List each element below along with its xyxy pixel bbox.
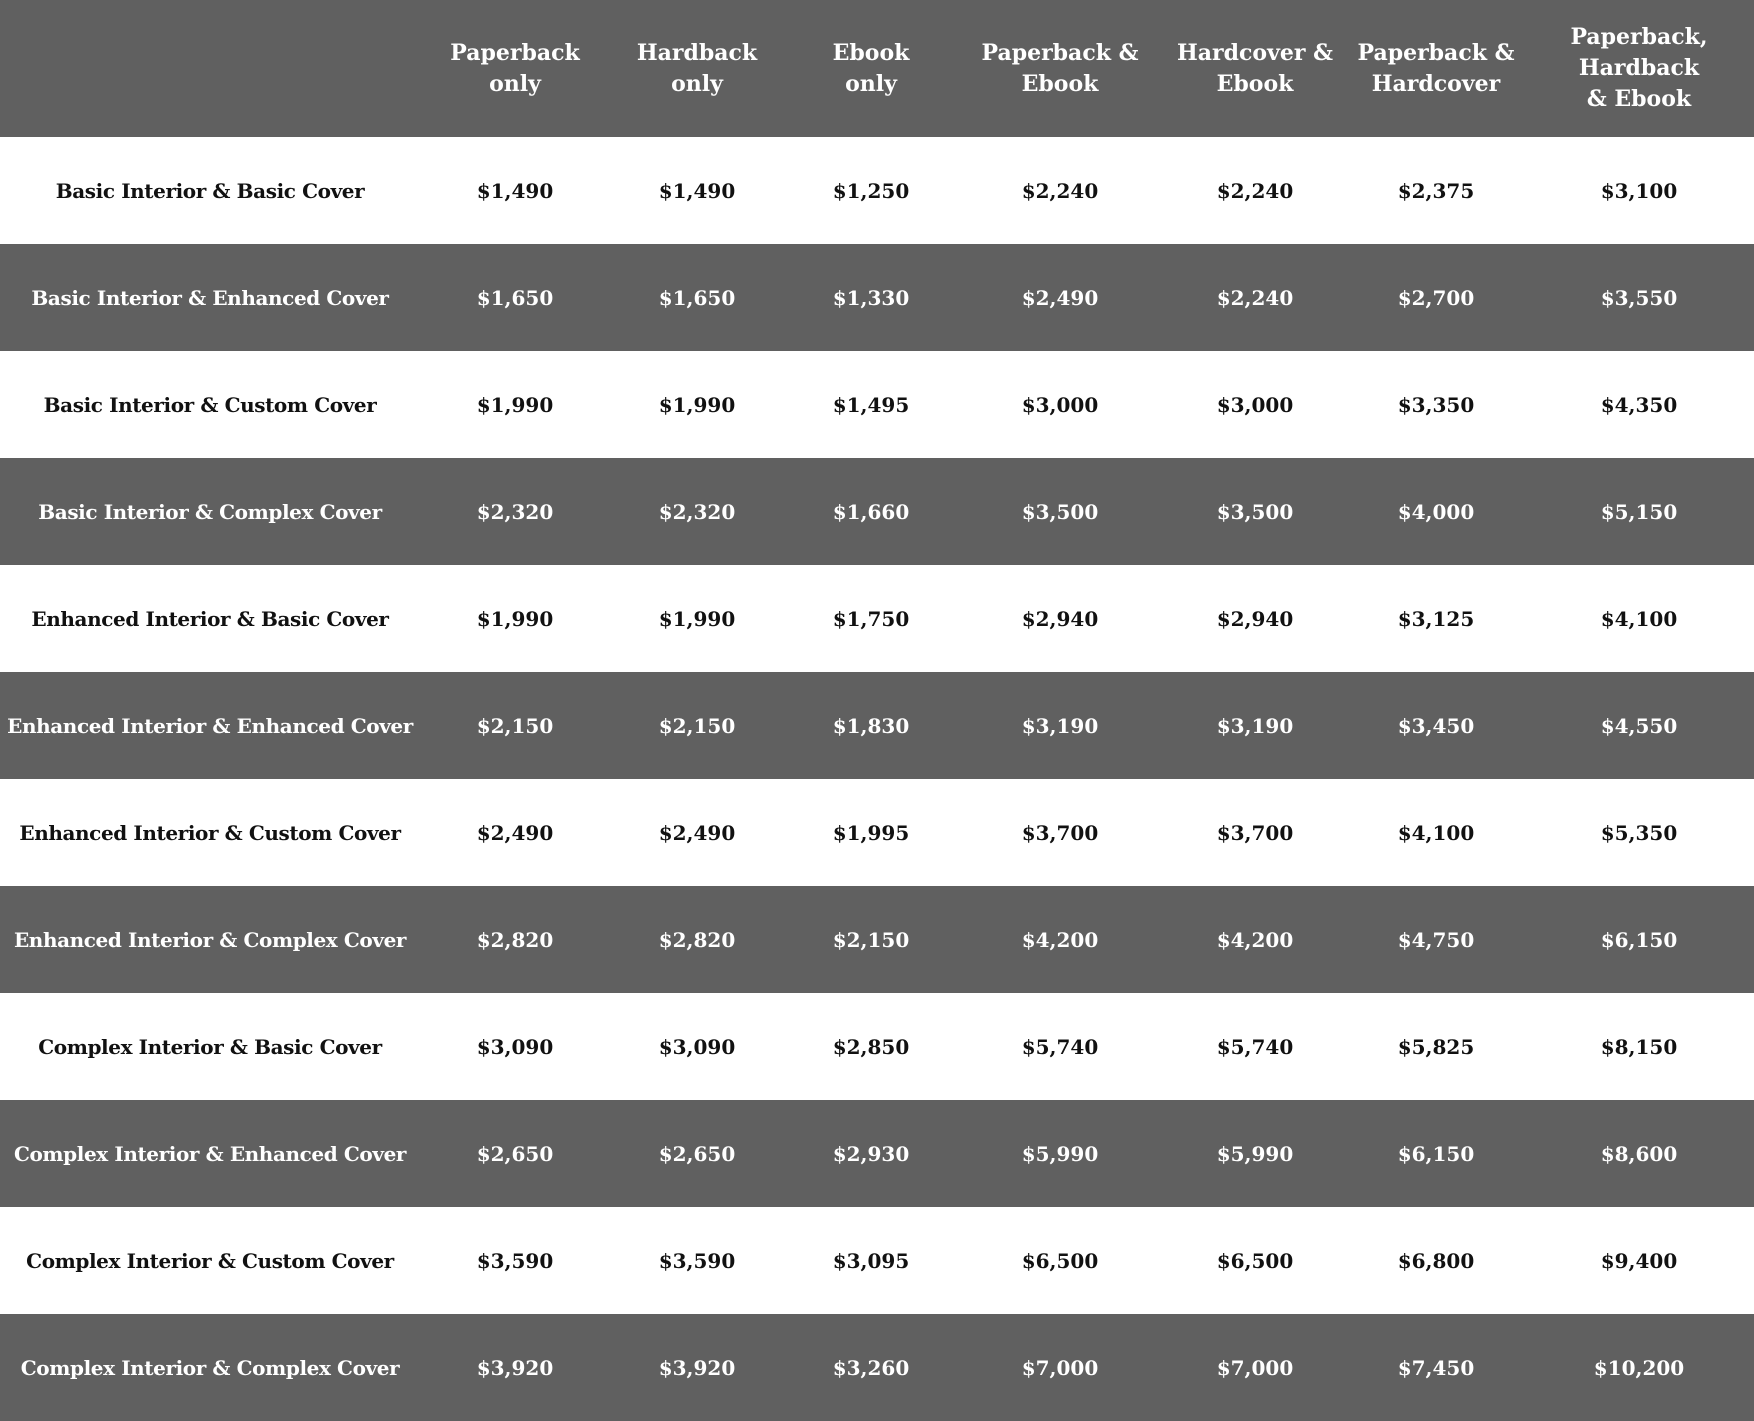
column-header-line2: only	[671, 70, 723, 97]
column-header-hardcover-and-ebook	[1162, 0, 1348, 137]
row-label-complex-interior-and-enhanced-cover: Complex Interior & Enhanced Cover	[0, 1100, 420, 1207]
column-header-line1: Paperback, Hardback	[1570, 24, 1708, 81]
price-cell: $4,100	[1524, 565, 1754, 672]
price-cell: $1,650	[420, 244, 610, 351]
price-cell: $2,490	[958, 244, 1162, 351]
price-cell: $1,990	[610, 351, 784, 458]
table-row	[0, 672, 1754, 779]
price-cell: $4,200	[958, 886, 1162, 993]
column-header-line2: & Ebook	[1586, 86, 1692, 112]
price-cell: $3,500	[1162, 458, 1348, 565]
column-header-paperback-only	[420, 0, 610, 137]
table-row	[0, 244, 1754, 351]
table-row	[0, 1100, 1754, 1207]
price-cell: $5,825	[1348, 993, 1524, 1100]
price-cell: $3,190	[1162, 672, 1348, 779]
price-cell: $6,150	[1524, 886, 1754, 993]
price-cell: $2,150	[420, 672, 610, 779]
price-cell: $3,920	[420, 1314, 610, 1421]
price-cell: $3,000	[958, 351, 1162, 458]
column-header-line2: Hardcover	[1371, 70, 1501, 97]
price-cell: $5,350	[1524, 779, 1754, 886]
price-cell: $7,450	[1348, 1314, 1524, 1421]
table-row	[0, 351, 1754, 458]
price-cell: $1,490	[610, 137, 784, 244]
column-header-line1: Paperback &	[981, 39, 1139, 66]
price-cell: $4,750	[1348, 886, 1524, 993]
price-cell: $6,500	[958, 1207, 1162, 1314]
price-cell: $3,350	[1348, 351, 1524, 458]
price-cell: $3,920	[610, 1314, 784, 1421]
row-label-basic-interior-and-enhanced-cover: Basic Interior & Enhanced Cover	[0, 244, 420, 351]
price-cell: $1,650	[610, 244, 784, 351]
price-cell: $2,850	[784, 993, 958, 1100]
price-cell: $1,995	[784, 779, 958, 886]
price-cell: $5,150	[1524, 458, 1754, 565]
price-cell: $2,650	[420, 1100, 610, 1207]
price-cell: $2,700	[1348, 244, 1524, 351]
column-header-line1: Hardcover &	[1177, 39, 1333, 66]
price-cell: $2,320	[420, 458, 610, 565]
price-cell: $2,150	[610, 672, 784, 779]
price-cell: $3,190	[958, 672, 1162, 779]
price-cell: $1,830	[784, 672, 958, 779]
table-row	[0, 458, 1754, 565]
table-row	[0, 1207, 1754, 1314]
price-cell: $2,650	[610, 1100, 784, 1207]
row-label-enhanced-interior-and-complex-cover: Enhanced Interior & Complex Cover	[0, 886, 420, 993]
price-cell: $4,350	[1524, 351, 1754, 458]
price-cell: $2,150	[784, 886, 958, 993]
price-cell: $1,990	[610, 565, 784, 672]
price-cell: $1,495	[784, 351, 958, 458]
table-row	[0, 886, 1754, 993]
column-header-line2: Ebook	[1021, 70, 1099, 97]
price-cell: $5,990	[958, 1100, 1162, 1207]
row-label-complex-interior-and-basic-cover: Complex Interior & Basic Cover	[0, 993, 420, 1100]
price-cell: $3,590	[420, 1207, 610, 1314]
column-header-line2: only	[489, 70, 541, 97]
row-label-basic-interior-and-basic-cover: Basic Interior & Basic Cover	[0, 137, 420, 244]
row-label-enhanced-interior-and-custom-cover: Enhanced Interior & Custom Cover	[0, 779, 420, 886]
price-cell: $6,800	[1348, 1207, 1524, 1314]
price-cell: $9,400	[1524, 1207, 1754, 1314]
row-label-complex-interior-and-custom-cover: Complex Interior & Custom Cover	[0, 1207, 420, 1314]
price-cell: $3,260	[784, 1314, 958, 1421]
column-header-line1: Paperback &	[1357, 39, 1515, 66]
column-header-paperback-and-hardcover	[1348, 0, 1524, 137]
price-cell: $1,660	[784, 458, 958, 565]
price-cell: $10,200	[1524, 1314, 1754, 1421]
price-cell: $2,930	[784, 1100, 958, 1207]
price-cell: $1,990	[420, 565, 610, 672]
price-cell: $3,125	[1348, 565, 1524, 672]
column-header-line2: Ebook	[1216, 70, 1294, 97]
price-cell: $3,000	[1162, 351, 1348, 458]
table-body	[0, 137, 1754, 1421]
table-row	[0, 1314, 1754, 1421]
price-cell: $8,600	[1524, 1100, 1754, 1207]
table-row	[0, 779, 1754, 886]
price-cell: $2,240	[958, 137, 1162, 244]
price-cell: $1,750	[784, 565, 958, 672]
column-header-line2: only	[845, 70, 897, 97]
price-cell: $4,550	[1524, 672, 1754, 779]
column-header-line1: Paperback	[450, 39, 580, 66]
price-cell: $2,320	[610, 458, 784, 565]
price-cell: $2,375	[1348, 137, 1524, 244]
price-cell: $6,500	[1162, 1207, 1348, 1314]
price-cell: $1,250	[784, 137, 958, 244]
price-cell: $7,000	[958, 1314, 1162, 1421]
price-cell: $2,940	[1162, 565, 1348, 672]
price-cell: $4,000	[1348, 458, 1524, 565]
price-cell: $2,820	[610, 886, 784, 993]
row-label-basic-interior-and-complex-cover: Basic Interior & Complex Cover	[0, 458, 420, 565]
price-cell: $2,490	[420, 779, 610, 886]
header-row	[0, 0, 1754, 137]
price-cell: $3,590	[610, 1207, 784, 1314]
price-cell: $2,940	[958, 565, 1162, 672]
price-cell: $5,740	[1162, 993, 1348, 1100]
price-cell: $2,240	[1162, 137, 1348, 244]
price-cell: $1,990	[420, 351, 610, 458]
row-label-complex-interior-and-complex-cover: Complex Interior & Complex Cover	[0, 1314, 420, 1421]
price-cell: $2,820	[420, 886, 610, 993]
price-cell: $4,200	[1162, 886, 1348, 993]
table-header	[0, 0, 1754, 137]
column-header-line1: Ebook	[832, 39, 910, 66]
column-header-line1: Hardback	[636, 39, 758, 66]
price-cell: $3,100	[1524, 137, 1754, 244]
price-cell: $3,450	[1348, 672, 1524, 779]
row-label-basic-interior-and-custom-cover: Basic Interior & Custom Cover	[0, 351, 420, 458]
price-cell: $8,150	[1524, 993, 1754, 1100]
column-header-paperback-hardback-and-ebook	[1524, 0, 1754, 137]
column-header-ebook-only	[784, 0, 958, 137]
table-row	[0, 137, 1754, 244]
column-header-paperback-and-ebook	[958, 0, 1162, 137]
column-header-hardback-only	[610, 0, 784, 137]
price-cell: $3,090	[420, 993, 610, 1100]
row-label-enhanced-interior-and-basic-cover: Enhanced Interior & Basic Cover	[0, 565, 420, 672]
table-row	[0, 993, 1754, 1100]
price-cell: $3,095	[784, 1207, 958, 1314]
price-cell: $3,700	[958, 779, 1162, 886]
price-cell: $1,490	[420, 137, 610, 244]
price-cell: $4,100	[1348, 779, 1524, 886]
price-cell: $2,240	[1162, 244, 1348, 351]
price-cell: $7,000	[1162, 1314, 1348, 1421]
price-cell: $2,490	[610, 779, 784, 886]
price-cell: $6,150	[1348, 1100, 1524, 1207]
price-cell: $3,500	[958, 458, 1162, 565]
price-cell: $1,330	[784, 244, 958, 351]
price-cell: $3,700	[1162, 779, 1348, 886]
price-cell: $5,990	[1162, 1100, 1348, 1207]
row-label-enhanced-interior-and-enhanced-cover: Enhanced Interior & Enhanced Cover	[0, 672, 420, 779]
header-corner-cell	[0, 0, 420, 137]
price-cell: $3,550	[1524, 244, 1754, 351]
price-cell: $3,090	[610, 993, 784, 1100]
price-cell: $5,740	[958, 993, 1162, 1100]
table-row	[0, 565, 1754, 672]
